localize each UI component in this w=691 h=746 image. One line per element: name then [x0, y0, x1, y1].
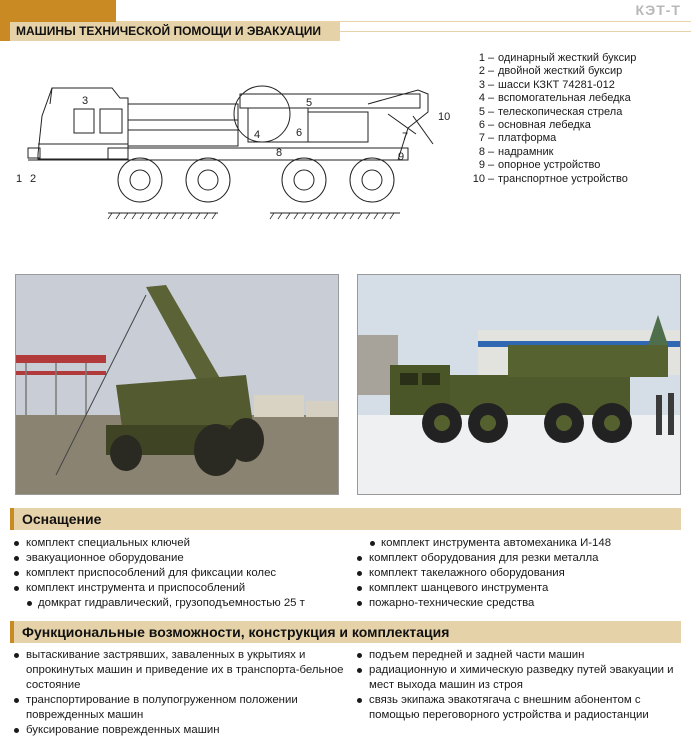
legend-number: 9: [478, 159, 485, 172]
model-code: КЭТ-Т: [635, 2, 681, 18]
legend-item: 7 – платформа: [470, 132, 685, 145]
legend-number: 8: [478, 145, 485, 158]
legend-text: шасси КЗКТ 74281-012: [498, 78, 615, 91]
legend-item: 6 – основная лебедка: [470, 119, 685, 132]
legend-number: 2: [478, 65, 485, 78]
callout-7: 7: [402, 131, 409, 143]
list-item: буксирование поврежденных машин: [12, 723, 352, 738]
legend-number: 1: [478, 52, 485, 64]
section-title-stripe: [0, 22, 10, 41]
legend-number: 3: [478, 78, 485, 91]
legend-item: 9 – опорное устройство: [470, 159, 685, 172]
legend-number: 7: [478, 132, 485, 145]
equipment-header-stripe: [10, 508, 14, 530]
callout-3: 3: [82, 95, 89, 107]
title-divider: [340, 31, 691, 32]
legend-number: 6: [478, 119, 485, 132]
photo-boom-raised: [15, 274, 339, 495]
list-item: комплект инструмента и приспособлений: [12, 581, 352, 596]
vehicle-diagram: [8, 64, 458, 224]
legend-text: основная лебедка: [498, 119, 591, 132]
list-item: комплект инструмента автомеханика И-148: [355, 536, 685, 551]
callout-9: 9: [398, 151, 405, 163]
callout-4: 4: [254, 129, 261, 141]
section-title: МАШИНЫ ТЕХНИЧЕСКОЙ ПОМОЩИ И ЭВАКУАЦИИ: [16, 24, 322, 38]
list-item: комплект шанцевого инструмента: [355, 581, 685, 596]
list-item: вытаскивание застрявших, заваленных в укрытиях и опрокинутых машин и приведение их в транспорта-бельное состояние: [12, 648, 352, 693]
legend-text: вспомогательная лебедка: [498, 92, 631, 105]
legend-item: 3 – шасси КЗКТ 74281-012: [470, 79, 685, 92]
equipment-list-right: [355, 536, 685, 611]
legend-number: 4: [478, 92, 485, 105]
functions-list-left: [12, 648, 352, 738]
functions-list-right: [355, 648, 685, 723]
list-item: пожарно-технические средства: [355, 596, 685, 611]
legend-text: платформа: [498, 132, 557, 145]
legend-number: 5: [478, 105, 485, 118]
list-item: транспортирование в полупогруженном положении поврежденных машин: [12, 693, 352, 723]
diagram-legend: [470, 52, 685, 186]
list-item: комплект оборудования для резки металла: [355, 551, 685, 566]
legend-item: 4 – вспомогательная лебедка: [470, 92, 685, 105]
legend-text: транспортное устройство: [498, 172, 628, 185]
legend-text: двойной жесткий буксир: [498, 65, 623, 78]
list-item: эвакуационное оборудование: [12, 551, 352, 566]
legend-item: 5 – телескопическая стрела: [470, 106, 685, 119]
photo-side-view: [357, 274, 681, 495]
header-band: [116, 0, 691, 22]
header-accent-block: [0, 0, 116, 22]
functions-header-stripe: [10, 621, 14, 643]
list-item: комплект специальных ключей: [12, 536, 352, 551]
callout-10: 10: [438, 111, 451, 123]
callout-6: 6: [296, 127, 303, 139]
list-item: радиационную и химическую разведку путей эвакуации и мест выхода машин из строя: [355, 663, 685, 693]
legend-text: телескопическая стрела: [498, 105, 623, 118]
equipment-header: [10, 508, 681, 530]
list-item: комплект такелажного оборудования: [355, 566, 685, 581]
callout-2: 2: [30, 173, 37, 185]
list-item: комплект приспособлений для фиксации колес: [12, 566, 352, 581]
functions-header: [10, 621, 681, 643]
callout-8: 8: [276, 147, 283, 159]
legend-number: 10: [472, 172, 485, 185]
legend-text: одинарный жесткий буксир: [498, 52, 637, 64]
list-item: связь экипажа эвакотягача с внешним абонентом с помощью переговорного устройства и радиостанции: [355, 693, 685, 723]
list-item: домкрат гидравлический, грузоподъемностью 25 т: [12, 596, 352, 611]
equipment-list-left: [12, 536, 352, 611]
legend-item: 1 – одинарный жесткий буксир: [470, 52, 685, 65]
equipment-title: Оснащение: [22, 511, 102, 527]
functions-title: Функциональные возможности, конструкция и комплектация: [22, 624, 450, 640]
legend-item: 8 – надрамник: [470, 146, 685, 159]
legend-text: опорное устройство: [498, 159, 601, 172]
legend-item: 2 – двойной жесткий буксир: [470, 65, 685, 78]
legend-text: надрамник: [498, 145, 554, 158]
callout-1: 1: [16, 173, 23, 185]
legend-item: 10 – транспортное устройство: [470, 173, 685, 186]
list-item: подъем передней и задней части машин: [355, 648, 685, 663]
section-title-bar: [0, 22, 340, 41]
callout-5: 5: [306, 97, 313, 109]
